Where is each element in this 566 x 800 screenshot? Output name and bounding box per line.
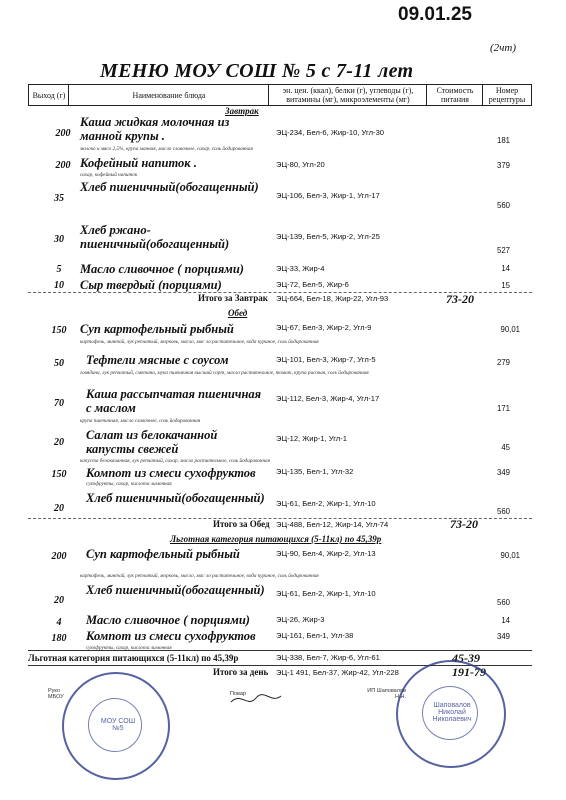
nutr-l0: ЭЦ-67, Бел-3, Жир-2, Угл-9: [276, 323, 372, 332]
out-l0: 150: [51, 325, 67, 336]
signature-left-label: Руко МБОУ: [48, 688, 64, 700]
total-privileged-label: Льготная категория питающихся (5-11кл) по 45,39р: [28, 653, 239, 663]
section-breakfast: Завтрак: [225, 106, 259, 116]
section-privileged: Льготная категория питающихся (5-11кл) по 45,39р: [170, 534, 382, 544]
dish-b2: Хлеб пшеничный(обогащенный): [80, 180, 259, 194]
out-p2: 4: [56, 617, 62, 628]
out-l4: 150: [51, 469, 67, 480]
header-price: Стоимость питания: [426, 84, 484, 106]
out-l3: 20: [54, 437, 64, 448]
header-name: Наименование блюда: [68, 84, 270, 106]
header-nutrition: эн. цен. (ккал), белки (г), углеводы (г), витамины (мг), микроэлементы (мг): [268, 84, 428, 106]
dish-p2: Масло сливочное ( порциями): [86, 613, 250, 627]
rec-b3: 527: [496, 246, 510, 255]
total-lunch-nutr: ЭЦ-488, Бел-12, Жир-14, Угл-74: [276, 520, 389, 529]
menu-title: МЕНЮ МОУ СОШ № 5 с 7-11 лет: [100, 60, 414, 82]
out-b1: 200: [55, 160, 71, 171]
nutr-l4: ЭЦ-135, Бел-1, Угл-32: [276, 467, 354, 476]
out-b5: 10: [54, 280, 64, 291]
nutr-p1: ЭЦ-61, Бел-2, Жир-1, Угл-10: [276, 589, 376, 598]
out-l1: 50: [54, 358, 64, 369]
dish-b0: Каша жидкая молочная из манной крупы .: [80, 115, 230, 143]
ingr-p3: сухофрукты, сахар, кислота лимонная: [86, 645, 172, 651]
nutr-b1: ЭЦ-80, Угл-20: [276, 160, 325, 169]
nutr-l5: ЭЦ-61, Бел-2, Жир-1, Угл-10: [276, 499, 376, 508]
out-p3: 180: [51, 633, 67, 644]
rec-p0: 90,01: [500, 551, 520, 560]
cook-signature: [226, 690, 286, 710]
total-privileged-price: 45-39: [452, 651, 480, 665]
rec-l1: 279: [496, 358, 510, 367]
out-p1: 20: [54, 595, 64, 606]
ingr-l2: крупа пшеничная, масло сливочное, соль йодированная: [80, 418, 201, 424]
nutr-b3: ЭЦ-139, Бел-5, Жир-2, Угл-25: [276, 232, 380, 241]
dish-l5: Хлеб пшеничный(обогащенный): [86, 491, 265, 505]
rec-p3: 349: [496, 632, 510, 641]
nutr-p2: ЭЦ-26, Жир-3: [276, 615, 325, 624]
ingr-l0: картофель, минтай, лук репчатый, морковь, масло, мас ло растительное, вода куриное, соль йодированная: [80, 339, 319, 345]
header-output: Выход (г): [28, 84, 70, 106]
nutr-b4: ЭЦ-33, Жир-4: [276, 264, 325, 273]
out-b0: 200: [55, 128, 71, 139]
nutr-b0: ЭЦ-234, Бел-6, Жир-10, Угл-30: [276, 128, 385, 137]
total-breakfast-price: 73-20: [446, 292, 474, 306]
total-breakfast-nutr: ЭЦ-664, Бел-18, Жир-22, Угл-93: [276, 294, 389, 303]
nutr-b5: ЭЦ-72, Бел-5, Жир-6: [276, 280, 349, 289]
nutr-l1: ЭЦ-101, Бел-3, Жир-7, Угл-5: [276, 355, 376, 364]
dish-p0: Суп картофельный рыбный: [86, 547, 240, 561]
rec-b0: 181: [496, 136, 510, 145]
dish-b3: Хлеб ржано-пшеничный(обогащенный): [80, 223, 230, 251]
rec-l0: 90,01: [500, 325, 520, 334]
school-stamp-text: МОУ СОШ №5: [100, 718, 136, 732]
dish-b4: Масло сливочное ( порциями): [80, 262, 244, 276]
ingr-l3: капуста белокачанная, лук репчатый, сахар, масло растительное, соль йодированная: [80, 458, 271, 464]
rec-p2: 14: [501, 616, 510, 625]
total-lunch-label: Итого за Обед: [213, 519, 270, 529]
dish-l3: Салат из белокачанной капусты свежей: [86, 428, 218, 456]
dish-l1: Тефтели мясные с соусом: [86, 353, 229, 367]
copy-note: (2чт): [490, 42, 517, 54]
menu-date: 09.01.25: [398, 4, 472, 25]
total-breakfast-label: Итого за Завтрак: [198, 293, 268, 303]
dish-b1: Кофейный напиток .: [80, 156, 197, 170]
day-total-nutr: ЭЦ-1 491, Бел-37, Жир-42, Угл-228: [276, 668, 399, 677]
nutr-l2: ЭЦ-112, Бел-3, Жир-4, Угл-17: [276, 394, 380, 403]
dish-p3: Компот из смеси сухофруктов: [86, 629, 256, 643]
nutr-p0: ЭЦ-90, Бел-4, Жир-2, Угл-13: [276, 549, 376, 558]
ip-stamp-text: Шаповалов Николай Николаевич: [432, 702, 472, 723]
out-l2: 70: [54, 398, 64, 409]
nutr-l3: ЭЦ-12, Жир-1, Угл-1: [276, 434, 347, 443]
dish-l2: Каша рассыпчатая пшеничная с маслом: [86, 387, 262, 415]
nutr-b2: ЭЦ-106, Бел-3, Жир-1, Угл-17: [276, 191, 380, 200]
ingr-p0: картофель, минтай, лук репчатый, морковь, масло, мас ло растительное, вода куриное, соль йодированная: [80, 573, 319, 579]
header-recipe: Номер рецептуры: [482, 84, 532, 106]
rec-b2: 560: [496, 201, 510, 210]
nutr-p3: ЭЦ-161, Бел-1, Угл-38: [276, 631, 354, 640]
day-total-price: 191-79: [452, 665, 486, 679]
ip-stamp: [396, 660, 506, 768]
signature-middle-label: Повар: [230, 691, 246, 697]
out-b3: 30: [54, 234, 64, 245]
total-lunch-price: 73-20: [450, 517, 478, 531]
rec-p1: 560: [496, 598, 510, 607]
rec-b4: 14: [501, 264, 510, 273]
ingr-l1: говядина, лук репчатый, сметана, мука пшеничная высший сорт, масло растительное, томат, крупа рисовая, соль йодированная: [80, 370, 369, 376]
rec-b1: 379: [496, 161, 510, 170]
signature-right-label: ИП Шаповалов Н.Н.: [367, 688, 406, 700]
ingr-b1: сахар, кофейный напиток: [80, 172, 138, 178]
rec-b5: 15: [501, 281, 510, 290]
rec-l4: 349: [496, 468, 510, 477]
day-total-label: Итого за день: [213, 667, 269, 677]
out-b2: 35: [54, 193, 64, 204]
ingr-b0: молоко и мясо 2,5%, крупа манная, масло сливочное, сахар, соль йодированная: [80, 146, 253, 152]
section-lunch: Обед: [228, 308, 248, 318]
school-stamp: [62, 672, 170, 780]
dish-p1: Хлеб пшеничный(обогащенный): [86, 583, 265, 597]
out-b4: 5: [56, 264, 62, 275]
dish-l0: Суп картофельный рыбный: [80, 322, 234, 336]
total-privileged-nutr: ЭЦ-338, Бел-7, Жир-6, Угл-61: [276, 653, 380, 662]
dish-b5: Сыр твердый (порциями): [80, 278, 222, 292]
out-p0: 200: [51, 551, 67, 562]
dish-l4: Компот из смеси сухофруктов: [86, 466, 256, 480]
ingr-l4: сухофрукты, сахар, кислота лимонная: [86, 481, 172, 487]
rec-l3: 45: [501, 443, 510, 452]
rec-l5: 560: [496, 507, 510, 516]
out-l5: 20: [54, 503, 64, 514]
rec-l2: 171: [496, 404, 510, 413]
